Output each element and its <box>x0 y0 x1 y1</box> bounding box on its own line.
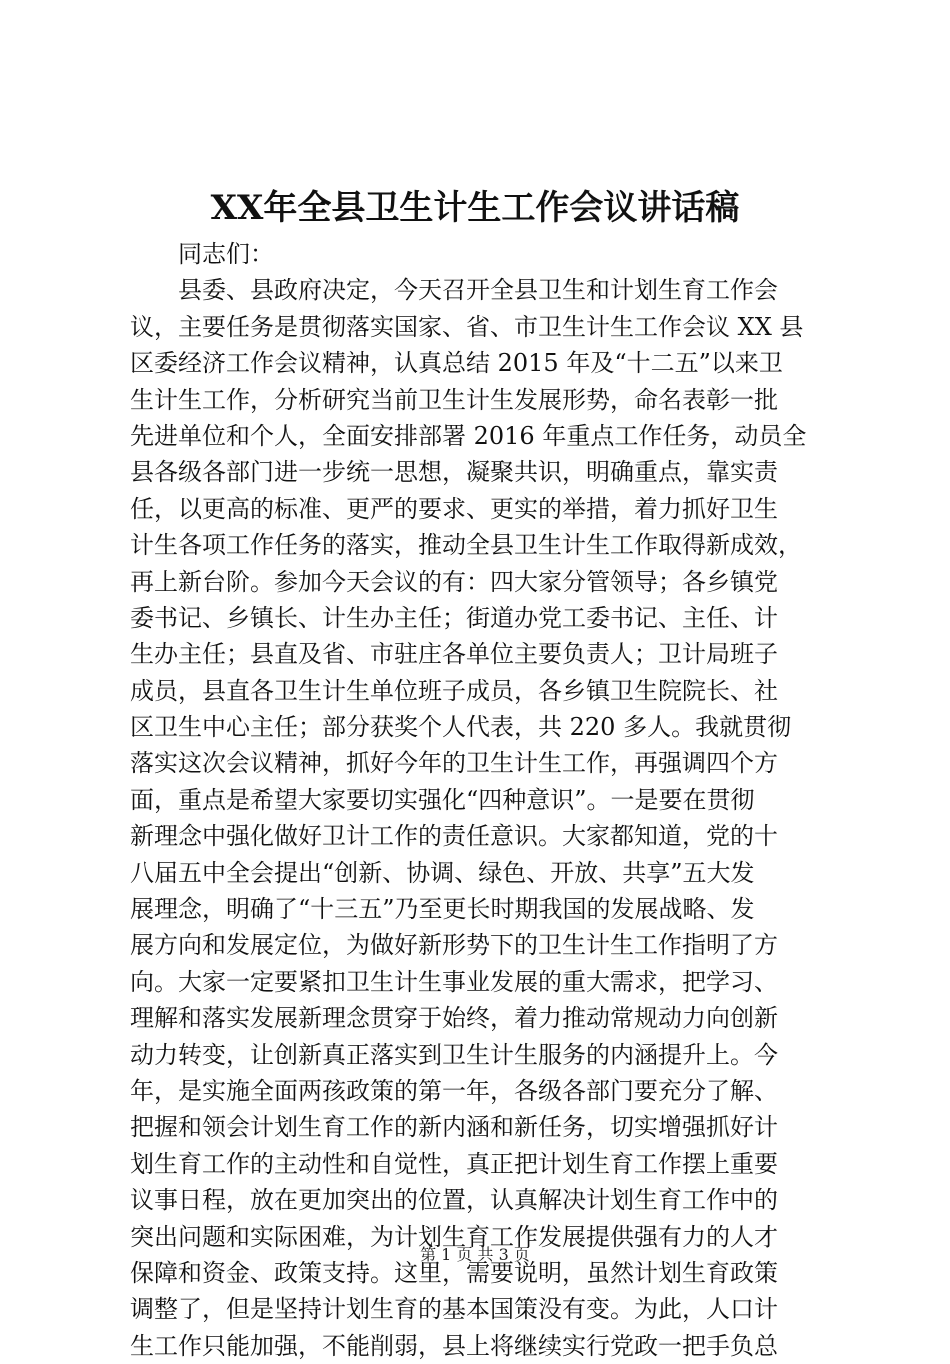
body-line: 生办主任；县直及省、市驻庄各单位主要负责人；卫计局班子 <box>130 640 778 669</box>
body-line: 展方向和发展定位，为做好新形势下的卫生计生工作指明了方 <box>130 931 778 960</box>
body-line: 生工作只能加强，不能削弱，县上将继续实行党政一把手负总 <box>130 1331 778 1360</box>
body-line: 调整了，但是坚持计划生育的基本国策没有变。为此，人口计 <box>130 1295 778 1324</box>
body-line: 突出问题和实际困难，为计划生育工作发展提供强有力的人才 <box>130 1222 778 1251</box>
body-line: 再上新台阶。参加今天会议的有：四大家分管领导；各乡镇党 <box>130 567 778 596</box>
body-line: 成员，县直各卫生计生单位班子成员，各乡镇卫生院院长、社 <box>130 676 778 705</box>
page-footer: 第 1 页 共 3 页 <box>420 1245 530 1264</box>
body-line: 保障和资金、政策支持。这里，需要说明，虽然计划生育政策 <box>130 1258 778 1287</box>
body-line: 划生育工作的主动性和自觉性，真正把计划生育工作摆上重要 <box>130 1149 778 1178</box>
body-line: 八届五中全会提出“创新、协调、绿色、开放、共享”五大发 <box>130 858 755 887</box>
body-line: 区卫生中心主任；部分获奖个人代表，共 220 多人。我就贯彻 <box>130 713 792 742</box>
body-line: 年，是实施全面两孩政策的第一年，各级各部门要充分了解、 <box>130 1076 778 1105</box>
body-line: 区委经济工作会议精神，认真总结 2015 年及“十二五”以来卫 <box>130 349 783 378</box>
body-line: 县各级各部门进一步统一思想，凝聚共识，明确重点，靠实责 <box>130 458 778 487</box>
document-title: XX年全县卫生计生工作会议讲话稿 <box>210 188 740 228</box>
body-line: 动力转变，让创新真正落实到卫生计生服务的内涵提升上。今 <box>130 1040 778 1069</box>
body-line: 议事日程，放在更加突出的位置，认真解决计划生育工作中的 <box>130 1186 778 1215</box>
body-line: 面，重点是希望大家要切实强化“四种意识”。一是要在贯彻 <box>130 785 755 814</box>
body-line: 计生各项工作任务的落实，推动全县卫生计生工作取得新成效， <box>130 531 802 560</box>
body-line: 向。大家一定要紧扣卫生计生事业发展的重大需求，把学习、 <box>130 967 778 996</box>
document-body <box>130 236 830 1364</box>
body-line: 新理念中强化做好卫计工作的责任意识。大家都知道，党的十 <box>130 822 778 851</box>
body-line: 落实这次会议精神，抓好今年的卫生计生工作，再强调四个方 <box>130 749 778 778</box>
body-line: 理解和落实发展新理念贯穿于始终，着力推动常规动力向创新 <box>130 1004 778 1033</box>
body-line: 县委、县政府决定，今天召开全县卫生和计划生育工作会 <box>178 276 778 305</box>
body-line: 展理念，明确了“十三五”乃至更长时期我国的发展战略、发 <box>130 895 755 924</box>
body-line: 委书记、乡镇长、计生办主任；街道办党工委书记、主任、计 <box>130 603 778 632</box>
body-line: 把握和领会计划生育工作的新内涵和新任务，切实增强抓好计 <box>130 1113 778 1142</box>
body-line: 先进单位和个人，全面安排部署 2016 年重点工作任务，动员全 <box>130 421 807 450</box>
body-line: 任，以更高的标准、更严的要求、更实的举措，着力抓好卫生 <box>130 494 778 523</box>
body-line: 生计生工作，分析研究当前卫生计生发展形势，命名表彰一批 <box>130 385 778 414</box>
body-line: 议，主要任务是贯彻落实国家、省、市卫生计生工作会议 XX 县 <box>130 312 804 341</box>
salutation-line: 同志们： <box>178 240 274 268</box>
